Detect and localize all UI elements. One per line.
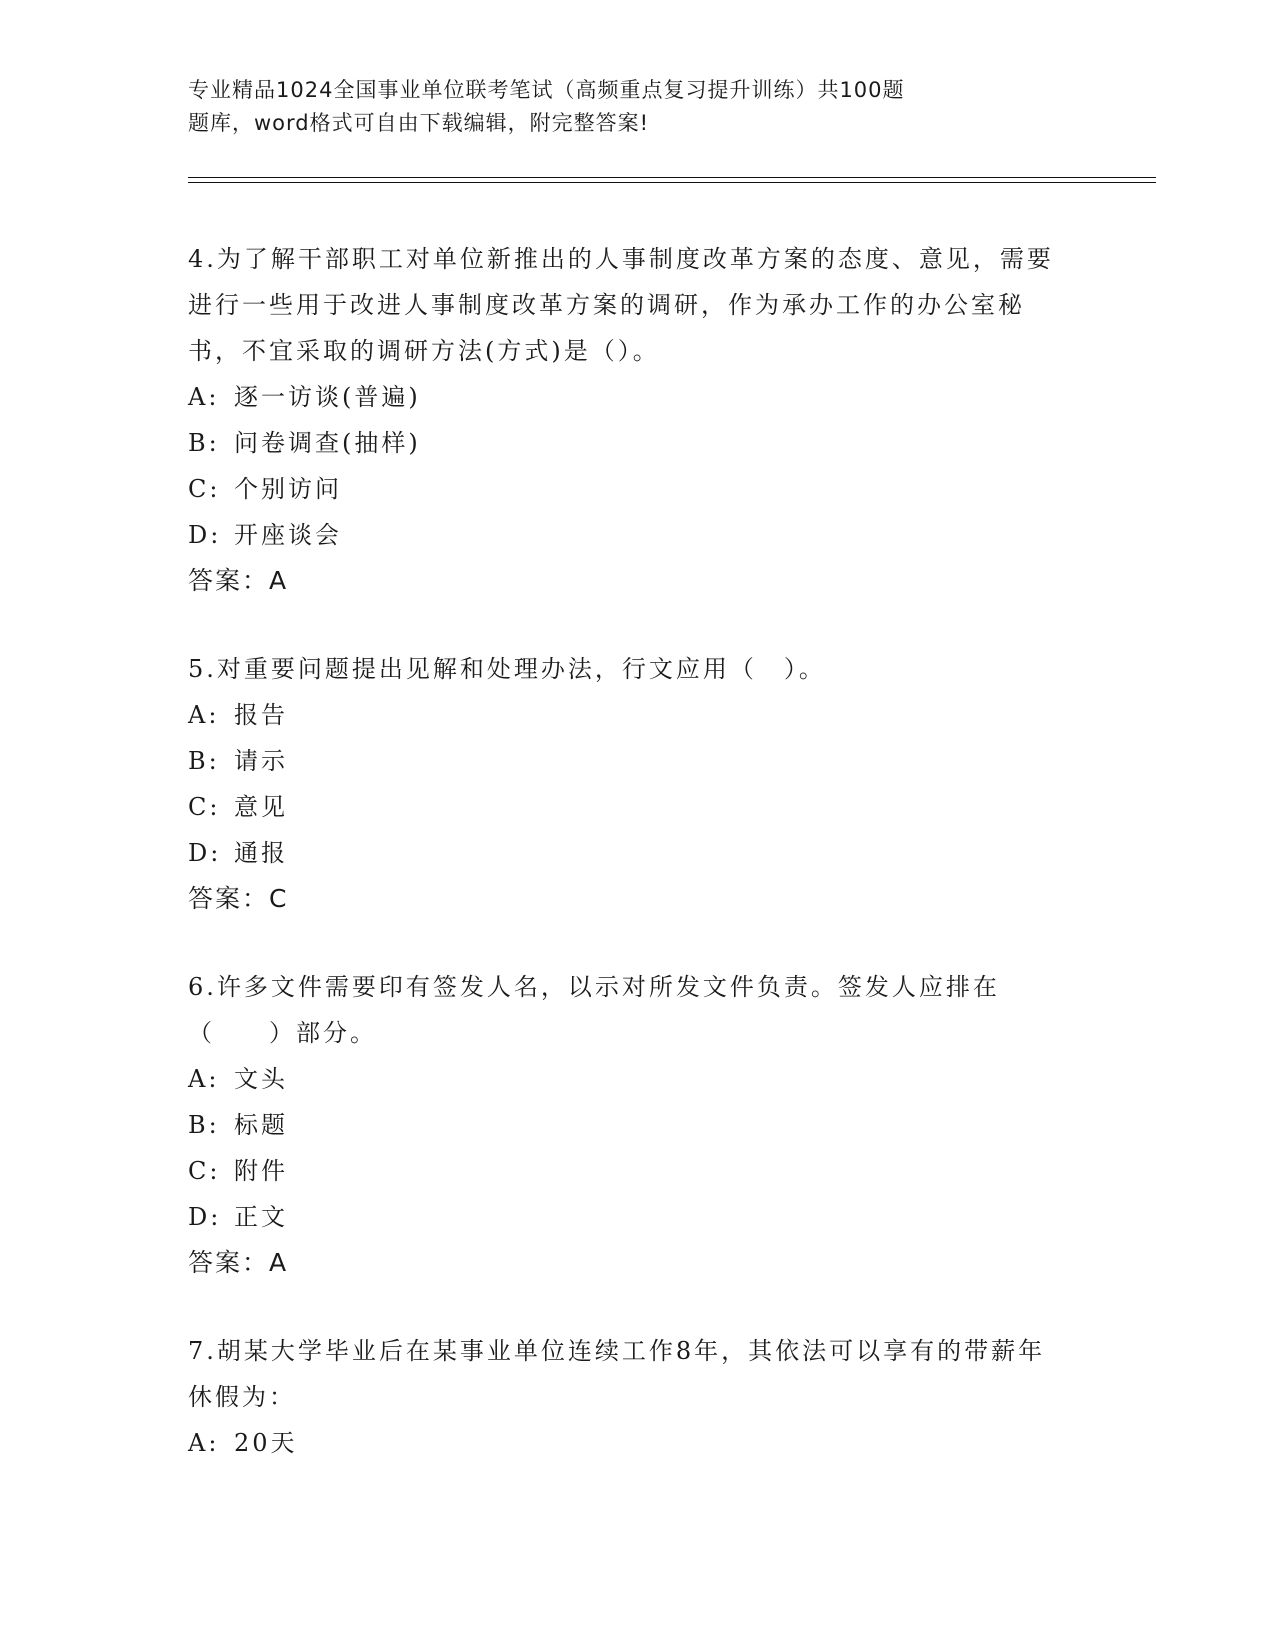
header-line-1: 专业精品1024全国事业单位联考笔试（高频重点复习提升训练）共100题 — [188, 78, 905, 102]
option-a — [188, 374, 1068, 420]
header-divider-top — [188, 177, 1156, 178]
question-list — [188, 236, 1068, 1508]
option-label: B: — [188, 1111, 220, 1139]
option-a — [188, 1056, 1068, 1102]
option-text: 标题 — [234, 1111, 288, 1139]
option-c — [188, 784, 1068, 830]
option-c — [188, 1148, 1068, 1194]
option-label: A: — [188, 1065, 220, 1093]
answer-line: 答案：A — [188, 566, 289, 595]
answer-line: 答案：C — [188, 884, 289, 913]
question-4 — [188, 236, 1068, 604]
option-text: 意见 — [234, 793, 288, 821]
option-label: A: — [188, 1429, 220, 1457]
option-b — [188, 420, 1068, 466]
option-label: C: — [188, 793, 221, 821]
question-text: 6.许多文件需要印有签发人名，以示对所发文件负责。签发人应排在（ ）部分。 — [188, 973, 1000, 1047]
option-d — [188, 830, 1068, 876]
question-5 — [188, 646, 1068, 922]
question-text: 4.为了解干部职工对单位新推出的人事制度改革方案的态度、意见，需要进行一些用于改进人事制度改革方案的调研，作为承办工作的办公室秘书，不宜采取的调研方法(方式)是（）。 — [188, 245, 1054, 365]
option-label: D: — [188, 839, 222, 867]
question-text: 5.对重要问题提出见解和处理办法，行文应用（ ）。 — [188, 655, 826, 683]
option-text: 逐一访谈(普遍) — [234, 383, 421, 411]
option-text: 请示 — [234, 747, 288, 775]
answer-line: 答案：A — [188, 1248, 289, 1277]
question-7 — [188, 1328, 1068, 1466]
option-a — [188, 1420, 1068, 1466]
option-label: B: — [188, 429, 220, 457]
option-label: C: — [188, 1157, 221, 1185]
option-text: 报告 — [234, 701, 288, 729]
option-text: 附件 — [234, 1157, 288, 1185]
option-label: C: — [188, 475, 221, 503]
option-text: 问卷调查(抽样) — [234, 429, 421, 457]
option-text: 正文 — [234, 1203, 288, 1231]
question-text: 7.胡某大学毕业后在某事业单位连续工作8年，其依法可以享有的带薪年休假为： — [188, 1337, 1046, 1411]
option-label: D: — [188, 521, 222, 549]
option-d — [188, 1194, 1068, 1240]
option-b — [188, 1102, 1068, 1148]
document-header — [188, 74, 1048, 140]
option-d — [188, 512, 1068, 558]
header-divider-bottom — [188, 182, 1156, 183]
option-a — [188, 692, 1068, 738]
option-b — [188, 738, 1068, 784]
option-text: 20天 — [234, 1429, 298, 1457]
option-text: 个别访问 — [234, 475, 342, 503]
header-line-2: 题库，word格式可自由下载编辑，附完整答案! — [188, 111, 650, 135]
question-6 — [188, 964, 1068, 1286]
option-text: 通报 — [234, 839, 288, 867]
option-text: 文头 — [234, 1065, 288, 1093]
option-c — [188, 466, 1068, 512]
option-label: B: — [188, 747, 220, 775]
option-label: A: — [188, 701, 220, 729]
option-label: A: — [188, 383, 220, 411]
option-label: D: — [188, 1203, 222, 1231]
option-text: 开座谈会 — [234, 521, 342, 549]
